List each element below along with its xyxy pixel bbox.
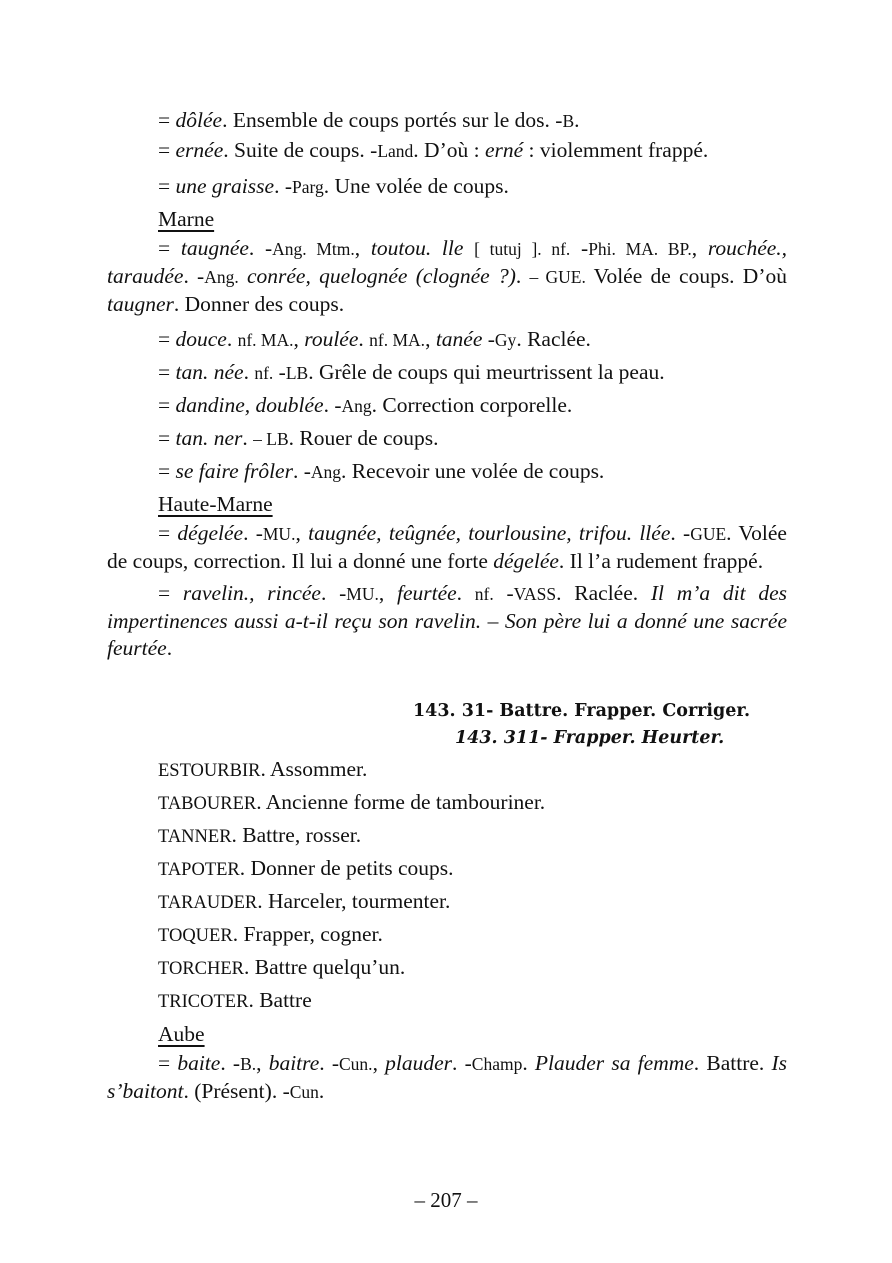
entry-tricoter: TRICOTER. Battre — [158, 988, 312, 1012]
paragraph-degelee: = dégelée. -MU., taugnée, teûgnée, tourlousine, trifou. llée. -GUE. Volée de coups, correction. Il lui a donné une forte dégelée. Il l’a rudement frappé. — [107, 521, 787, 573]
paragraph-taugnee: = taugnée. -Ang. Mtm., toutou. lle [ tutuj ]. nf. -Phi. MA. BP., rouchée., taraudée. -Ang. conrée, quelognée (clognée ?). – GUE. Volée de coups. D’où taugner. Donner des coups. — [107, 236, 788, 316]
entry-tanner: TANNER. Battre, rosser. — [158, 823, 362, 847]
paragraph-ravelin: = ravelin., rincée. -MU., feurtée. nf. -VASS. Raclée. Il m’a dit des impertinences aussi a-t-il reçu son ravelin. – Son père lui a donné une sacrée feurtée. — [107, 581, 788, 660]
paragraph-une-graisse: = une graisse. -Parg. Une volée de coups. — [158, 174, 509, 198]
heading-marne: Marne — [158, 207, 215, 231]
paragraph-tan-ner: = tan. ner. – LB. Rouer de coups. — [158, 426, 439, 450]
page-number: – 207 – — [414, 1188, 478, 1212]
paragraph-dolee: = dôlée. Ensemble de coups portés sur le dos. -B. — [158, 108, 580, 132]
page-body — [107, 104, 787, 1111]
paragraph-dandine: = dandine, doublée. -Ang. Correction corporelle. — [158, 393, 573, 417]
paragraph-baite: = baite. -B., baitre. -Cun., plauder. -Champ. Plauder sa femme. Battre. Is s’baitont. (Présent). -Cun. — [107, 1051, 787, 1103]
paragraph-se-faire-froler: = se faire frôler. -Ang. Recevoir une volée de coups. — [158, 459, 605, 483]
section-heading-143-311: 143. 311- Frapper. Heurter. — [455, 728, 725, 748]
entry-tapoter: TAPOTER. Donner de petits coups. — [158, 856, 454, 880]
entry-tarauder: TARAUDER. Harceler, tourmenter. — [158, 889, 451, 913]
entry-toquer: TOQUER. Frapper, cogner. — [158, 922, 383, 946]
entry-tabourer: TABOURER. Ancienne forme de tambouriner. — [158, 790, 546, 814]
heading-aube: Aube — [158, 1022, 205, 1046]
entry-torcher: TORCHER. Battre quelqu’un. — [158, 955, 406, 979]
heading-haute-marne: Haute-Marne — [158, 492, 273, 516]
paragraph-ernee: = ernée. Suite de coups. -Land. D’où : erné : violemment frappé. — [158, 138, 709, 162]
paragraph-tan-nee: = tan. née. nf. -LB. Grêle de coups qui meurtrissent la peau. — [158, 360, 665, 384]
section-heading-143-31: 143. 31- Battre. Frapper. Corriger. — [413, 701, 751, 721]
paragraph-douce: = douce. nf. MA., roulée. nf. MA., tanée -Gy. Raclée. — [158, 327, 591, 351]
entry-estourbir: ESTOURBIR. Assommer. — [158, 757, 368, 781]
